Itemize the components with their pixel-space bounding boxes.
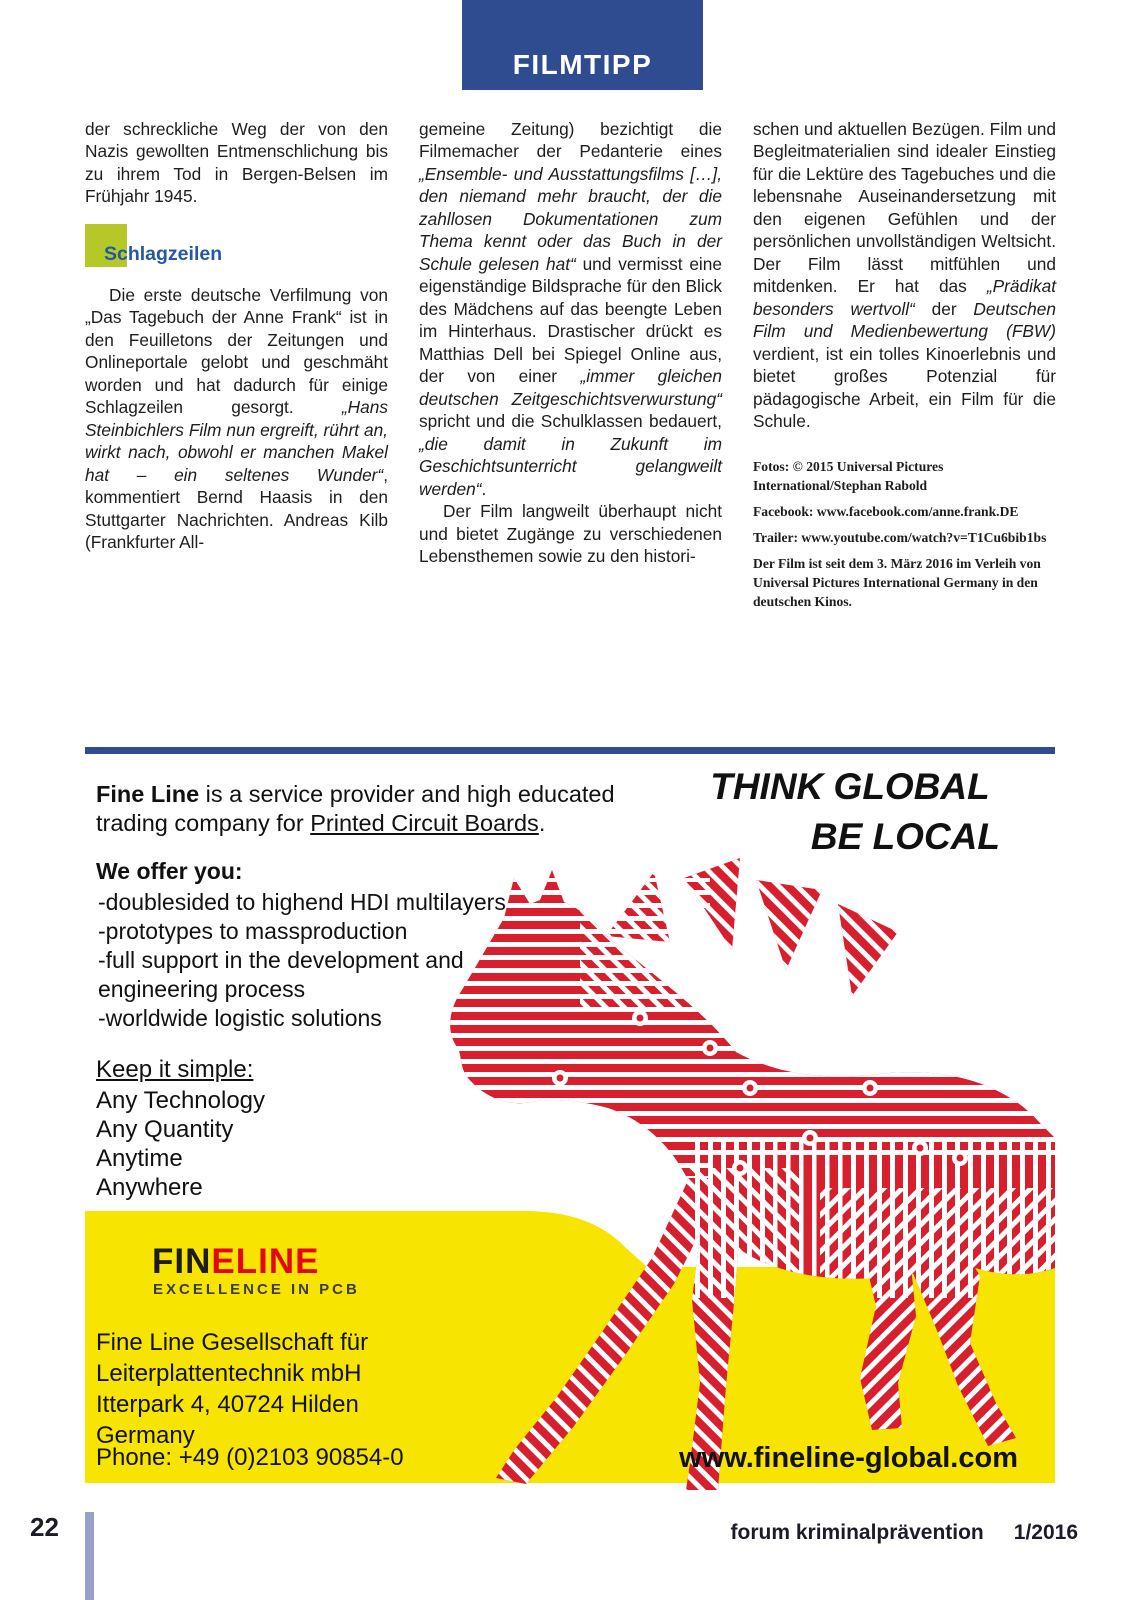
ad-tagline-be-local: BE LOCAL	[810, 816, 1000, 857]
section-heading-block	[85, 222, 388, 284]
section-heading: Schlagzeilen	[104, 242, 223, 265]
address-line: Fine Line Gesellschaft für	[96, 1329, 369, 1356]
fineline-logo-black-part: FIN	[152, 1242, 212, 1281]
article-paragraph: Der Film langweilt überhaupt nicht und bietet Zugänge zu verschiedenen Lebensthemen sowie zu den histori-	[419, 501, 722, 567]
article-column-2	[419, 118, 722, 618]
ad-keep-item: Any Quantity	[96, 1116, 234, 1143]
article-column-1	[85, 118, 388, 618]
ad-keep-list	[96, 1086, 265, 1202]
article-paragraph: der schreckliche Weg der von den Nazis gewollten Entmenschlichung bis zu ihrem Tod in Bergen-Belsen im Frühjahr 1945.	[85, 119, 388, 207]
company-phone: Phone: +49 (0)2103 90854-0	[96, 1444, 404, 1471]
credits-block	[753, 457, 1056, 611]
ad-intro-text: Fine Line is a service provider and high educated trading company for Printed Circuit Boards.	[96, 781, 615, 837]
article-columns	[85, 118, 1057, 618]
article-paragraph: gemeine Zeitung) bezichtigt die Filmemacher der Pedanterie eines „Ensemble- und Ausstattungsfilms […], den niemand mehr braucht, der die zahllosen Dokumentationen zum Thema kennt oder das Buch in der Schule gelesen hat“ und vermisst eine eigenständige Bildsprache für den Blick des Mädchens auf das beengte Leben im Hinterhaus. Drastischer drückt es Matthias Dell bei Spiegel Online aus, der von einer „immer gleichen deutschen Zeitgeschichtsverwurstung“ spricht und die Schulklassen bedauert, „die damit in Zukunft im Geschichtsunterricht gelangweilt werden“.	[419, 119, 722, 499]
journal-issue: 1/2016	[1013, 1521, 1078, 1544]
ad-divider-rule	[85, 747, 1055, 754]
ad-keep-item: Anywhere	[96, 1174, 203, 1201]
credit-release: Der Film ist seit dem 3. März 2016 im Verleih von Universal Pictures International Germany in den deutschen Kinos.	[753, 555, 1041, 609]
fineline-logo-subtitle: EXCELLENCE IN PCB	[153, 1281, 360, 1298]
fineline-logo	[152, 1242, 319, 1282]
page-number: 22	[30, 1512, 59, 1542]
credit-trailer: Trailer: www.youtube.com/watch?v=T1Cu6bib1bs	[753, 529, 1047, 545]
article-paragraph: schen und aktuellen Bezügen. Film und Begleitmaterialien sind idealer Einstieg für die Lektüre des Tagebuches und die lebensnahe Auseinandersetzung mit den eigenen Gefühlen und der persönlichen unvollständigen Weltsicht. Der Film lässt mitfühlen und mitdenken. Er hat das „Prädikat besonders wertvoll“ der Deutschen Film und Medienbewertung (FBW) verdient, ist ein tolles Kinoerlebnis und bietet großes Potenzial für pädagogische Arbeit, ein Film für die Schule.	[753, 119, 1056, 432]
ad-keep-item: Any Technology	[96, 1087, 266, 1114]
company-address	[96, 1327, 368, 1451]
footer-accent-bar	[85, 1512, 94, 1600]
ad-offer-item: -doublesided to highend HDI multilayers	[98, 889, 506, 915]
ad-offer-item: -prototypes to massproduction	[98, 918, 408, 944]
credit-facebook: Facebook: www.facebook.com/anne.frank.DE	[753, 503, 1019, 519]
filmtipp-banner-label: FILMTIPP	[512, 49, 653, 80]
fineline-logo-red-part: ELINE	[211, 1242, 320, 1281]
circuit-horse-graphic	[440, 838, 1055, 1498]
ad-offer-item: -full support in the development and	[98, 947, 464, 973]
filmtipp-banner	[462, 0, 703, 90]
ad-offer-item: -worldwide logistic solutions	[98, 1005, 382, 1031]
ad-offer-item: engineering process	[98, 976, 306, 1002]
address-line: Germany	[96, 1422, 195, 1449]
article-paragraph: Die erste deutsche Verfilmung von „Das Tagebuch der Anne Frank“ ist in den Feuilletons der Zeitungen und Onlineportale gelobt und geschmäht worden und hat dadurch für einige Schlagzeilen gesorgt. „Hans Steinbichlers Film nun ergreift, rührt an, wirkt nach, obwohl er manchen Makel hat – ein seltenes Wunder“, kommentiert Bernd Haasis in den Stuttgarter Nachrichten. Andreas Kilb (Frankfurter All-	[85, 284, 388, 553]
ad-offer-title: We offer you:	[96, 858, 243, 884]
article-column-3	[753, 118, 1056, 618]
credit-photos: Fotos: © 2015 Universal Pictures International/Stephan Rabold	[753, 458, 944, 493]
journal-name: forum kriminalprävention	[730, 1521, 984, 1544]
ad-tagline-think-global: THINK GLOBAL	[710, 766, 990, 807]
address-line: Leiterplattentechnik mbH	[96, 1360, 362, 1387]
company-website: www.fineline-global.com	[679, 1442, 1018, 1474]
footer-journal-line	[731, 1521, 1078, 1545]
ad-keep-item: Anytime	[96, 1145, 183, 1172]
address-line: Itterpark 4, 40724 Hilden	[96, 1391, 359, 1418]
ad-keep-title: Keep it simple:	[96, 1056, 254, 1083]
